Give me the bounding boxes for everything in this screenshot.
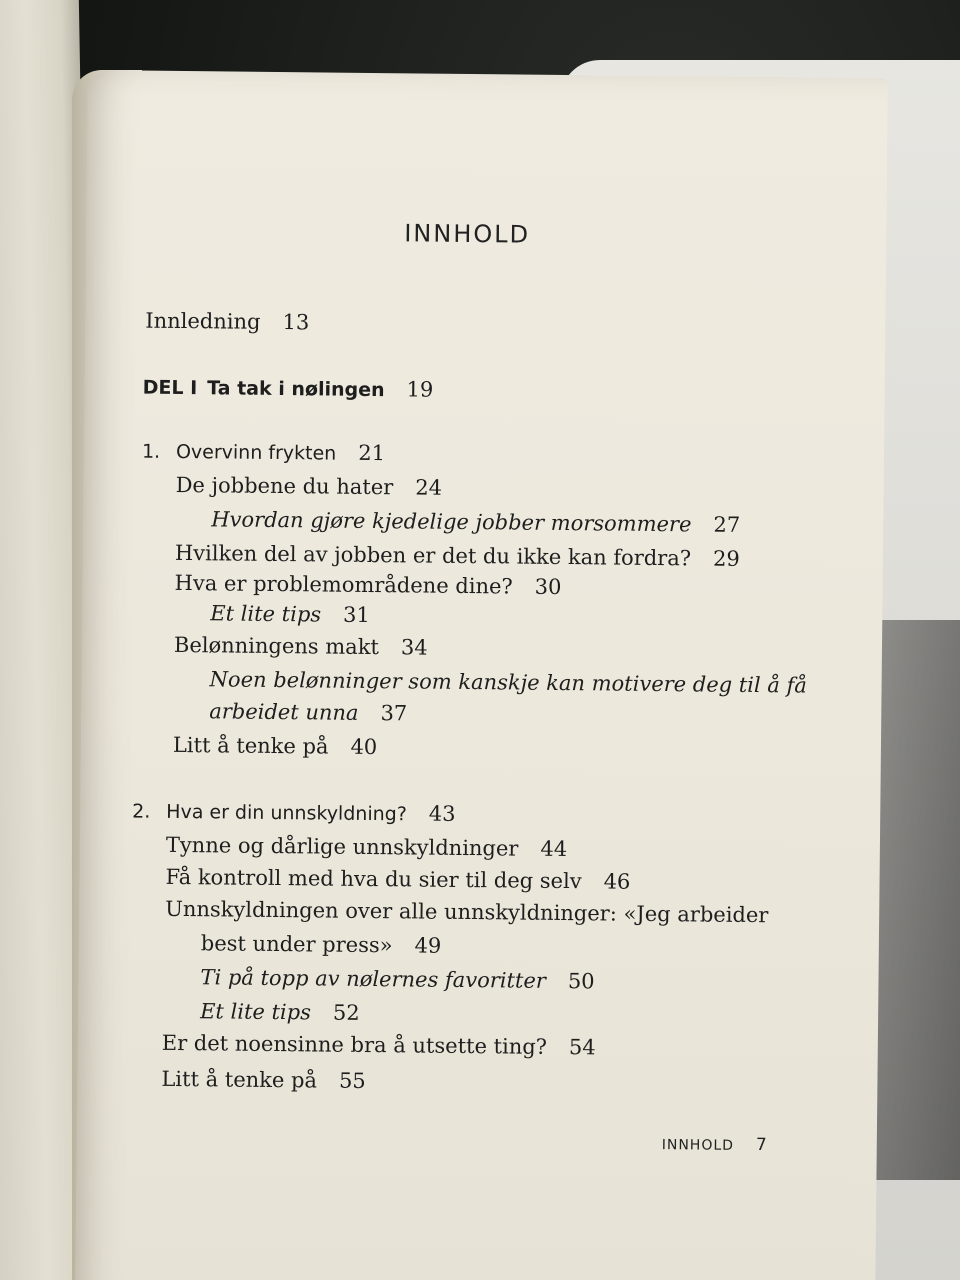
toc-entry-chapter-1: 1. Overvinn frykten 21 [141, 440, 386, 466]
toc-entry-box: Noen belønninger som kanskje kan motivere deg til å få [209, 667, 807, 698]
toc-entry: Litt å tenke på 55 [161, 1066, 366, 1093]
toc-entry-chapter-2: 2. Hva er din unnskyldning? 43 [132, 800, 456, 826]
toc-entry: De jobbene du hater 24 [175, 472, 443, 500]
toc-entry-continued: best under press» 49 [200, 931, 442, 958]
toc-entry: Få kontroll med hva du sier til deg selv 46 [165, 864, 631, 894]
toc-entry: Litt å tenke på 40 [172, 732, 378, 760]
toc-entry: Hva er problemområdene dine? 30 [174, 570, 562, 599]
toc-entry-box: Ti på topp av nølernes favoritter 50 [200, 965, 595, 994]
toc-entry-box: Et lite tips 52 [200, 999, 360, 1025]
running-footer-label: INNHOLD [661, 1137, 735, 1154]
page-title: INNHOLD [404, 219, 531, 249]
toc-entry: Hvilken del av jobben er det du ikke kan fordra? 29 [174, 540, 740, 571]
book-page [75, 70, 888, 1280]
page-footer [662, 1134, 767, 1155]
toc-entry: Belønningens makt 34 [173, 632, 428, 660]
page-number: 7 [755, 1135, 767, 1156]
toc-entry-box: Et lite tips 31 [210, 601, 370, 627]
toc-entry-intro: Innledning 13 [145, 308, 310, 335]
toc-entry-box: Hvordan gjøre kjedelige jobber morsommere 27 [211, 507, 741, 537]
toc-entry-box-continued: arbeidet unna 37 [209, 699, 408, 726]
toc-entry: Unnskyldningen over alle unnskyldninger: «Jeg arbeider [165, 896, 769, 928]
toc-entry-part-1: DEL I Ta tak i nølingen 19 [142, 376, 434, 402]
toc-entry: Er det noensinne bra å utsette ting? 54 [161, 1030, 596, 1060]
toc-entry: Tynne og dårlige unnskyldninger 44 [165, 832, 568, 862]
